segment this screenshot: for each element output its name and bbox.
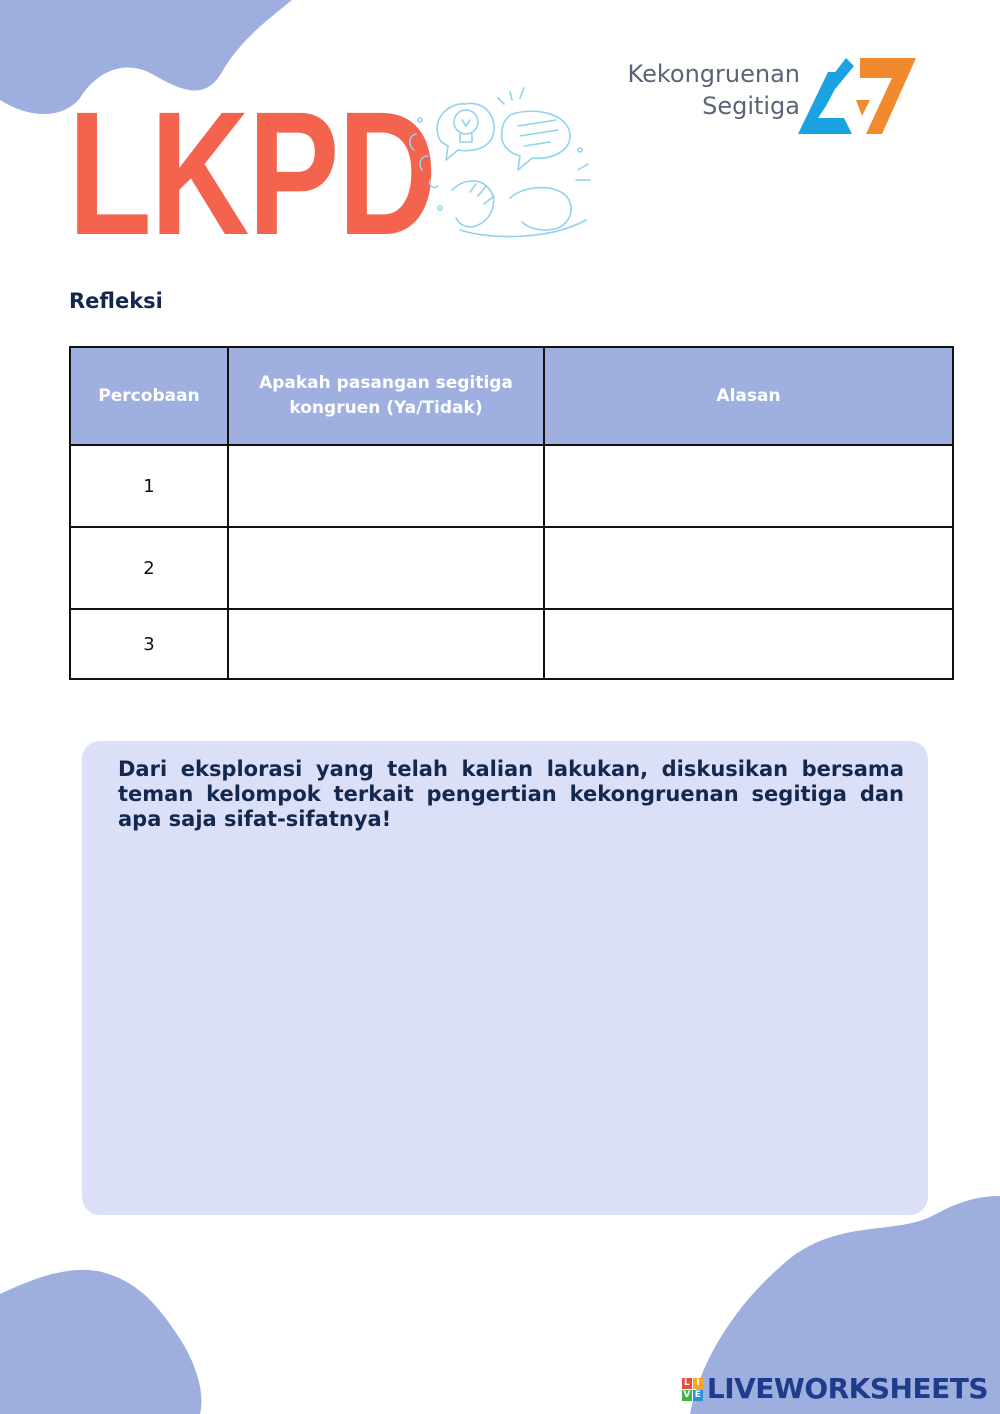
table-header-row <box>70 347 953 445</box>
logo-letter-i: I <box>693 1378 703 1389</box>
congruent-answer-cell[interactable] <box>228 609 544 679</box>
reason-answer-input[interactable] <box>553 527 948 609</box>
logo-letter-l: L <box>682 1378 692 1389</box>
logo-letter-e: E <box>694 1389 701 1400</box>
liveworksheets-logo-icon <box>682 1378 703 1401</box>
triangle-arrows-logo-icon <box>796 56 918 138</box>
reason-answer-input[interactable] <box>553 445 948 527</box>
reflection-table <box>69 346 954 680</box>
congruent-answer-cell[interactable] <box>228 445 544 527</box>
trial-number-cell: 2 <box>70 527 228 609</box>
trial-number-cell: 3 <box>70 609 228 679</box>
reason-answer-cell[interactable] <box>544 527 953 609</box>
congruent-answer-input[interactable] <box>237 527 539 609</box>
trial-number-cell: 1 <box>70 445 228 527</box>
liveworksheets-brand <box>682 1372 988 1406</box>
discussion-prompt: Dari eksplorasi yang telah kalian lakukan, diskusikan bersama teman kelompok terkait pengertian kekongruenan segitiga dan apa saja sifat-sifatnya! <box>118 757 904 831</box>
discussion-box <box>82 741 928 1215</box>
column-header-alasan: Alasan <box>544 347 953 445</box>
worksheet-title: LKPD <box>68 76 436 272</box>
congruent-answer-input[interactable] <box>237 609 539 679</box>
brand-name: LIVEWORKSHEETS <box>706 1372 988 1405</box>
topic-title-line1: Kekongruenan <box>627 60 800 88</box>
congruent-answer-cell[interactable] <box>228 527 544 609</box>
lightbulb-hands-illustration-icon <box>400 80 595 250</box>
discussion-answer-field[interactable] <box>118 848 908 1192</box>
congruent-answer-input[interactable] <box>237 445 539 527</box>
bottom-left-blob <box>0 1250 320 1414</box>
column-header-kongruen: Apakah pasangan segitiga kongruen (Ya/Tidak) <box>228 347 544 445</box>
reason-answer-cell[interactable] <box>544 445 953 527</box>
section-heading: Refleksi <box>69 289 163 313</box>
topic-title-line2: Segitiga <box>702 92 800 120</box>
logo-letter-v: V <box>683 1389 691 1400</box>
table-row <box>70 445 953 527</box>
reason-answer-input[interactable] <box>553 609 948 679</box>
column-header-percobaan: Percobaan <box>70 347 228 445</box>
table-row <box>70 527 953 609</box>
reason-answer-cell[interactable] <box>544 609 953 679</box>
table-row <box>70 609 953 679</box>
topic-title <box>628 58 800 122</box>
